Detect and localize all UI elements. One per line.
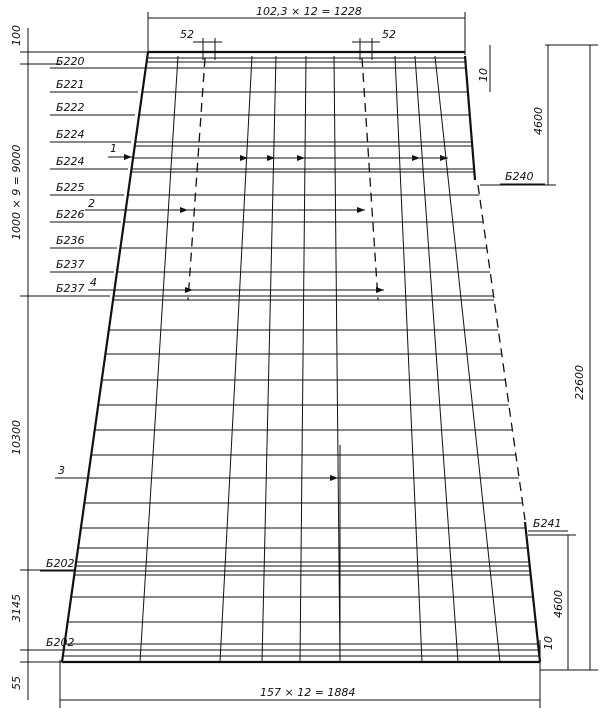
label-b240: Б240	[505, 170, 534, 183]
left-top-dim-text: 100	[10, 25, 23, 46]
bottom-dimension	[60, 660, 540, 708]
label-b225: Б225	[56, 181, 85, 194]
marker-3: 3	[58, 464, 65, 477]
left-upper-dim-text: 1000 × 9 = 9000	[10, 144, 23, 240]
label-leaders	[40, 68, 568, 650]
gap-right-text: 52	[382, 28, 396, 41]
right-upper-dim-text: 4600	[532, 107, 545, 135]
left-dimension-chain	[10, 25, 150, 700]
label-b224-second: Б224	[56, 155, 85, 168]
right-edge-lower-line	[525, 522, 540, 662]
left-bottom-dim-text: 55	[10, 676, 23, 690]
label-b222: Б222	[56, 101, 85, 114]
dashed-bar-left	[188, 58, 205, 300]
dashed-bar-right	[362, 58, 378, 300]
label-b224-first: Б224	[56, 128, 85, 141]
label-b237-second: Б237	[56, 282, 85, 295]
label-b236: Б236	[56, 234, 85, 247]
left-middle-dim-text: 10300	[10, 420, 23, 455]
top-dimension-text: 102,3 × 12 = 1228	[256, 5, 362, 18]
gap-left-text: 52	[180, 28, 194, 41]
right-small-top-text: 10	[477, 68, 490, 82]
label-b226: Б226	[56, 208, 85, 221]
label-b241: Б241	[533, 517, 562, 530]
bottom-dimension-text: 157 × 12 = 1884	[260, 686, 356, 699]
left-lower-dim-text: 3145	[10, 594, 23, 622]
label-b221: Б221	[56, 78, 85, 91]
marker-4: 4	[90, 276, 97, 289]
label-b202-first: Б202	[46, 557, 75, 570]
section-markers	[55, 142, 448, 662]
label-b202-second: Б202	[46, 636, 75, 649]
right-small-bottom-text: 10	[542, 636, 555, 650]
right-dimension-chain	[477, 45, 598, 672]
bar-labels	[46, 55, 562, 649]
label-b220: Б220	[56, 55, 85, 68]
right-lower-dim-text: 4600	[552, 590, 565, 618]
top-gap-dimensions	[180, 28, 396, 60]
label-b237-first: Б237	[56, 258, 85, 271]
marker-1: 1	[110, 142, 117, 155]
right-total-dim-text: 22600	[573, 365, 586, 400]
marker-2: 2	[88, 197, 95, 210]
right-edge-upper-line	[465, 56, 475, 180]
top-dimension	[148, 5, 465, 55]
right-edge-dashed-line	[478, 185, 525, 520]
